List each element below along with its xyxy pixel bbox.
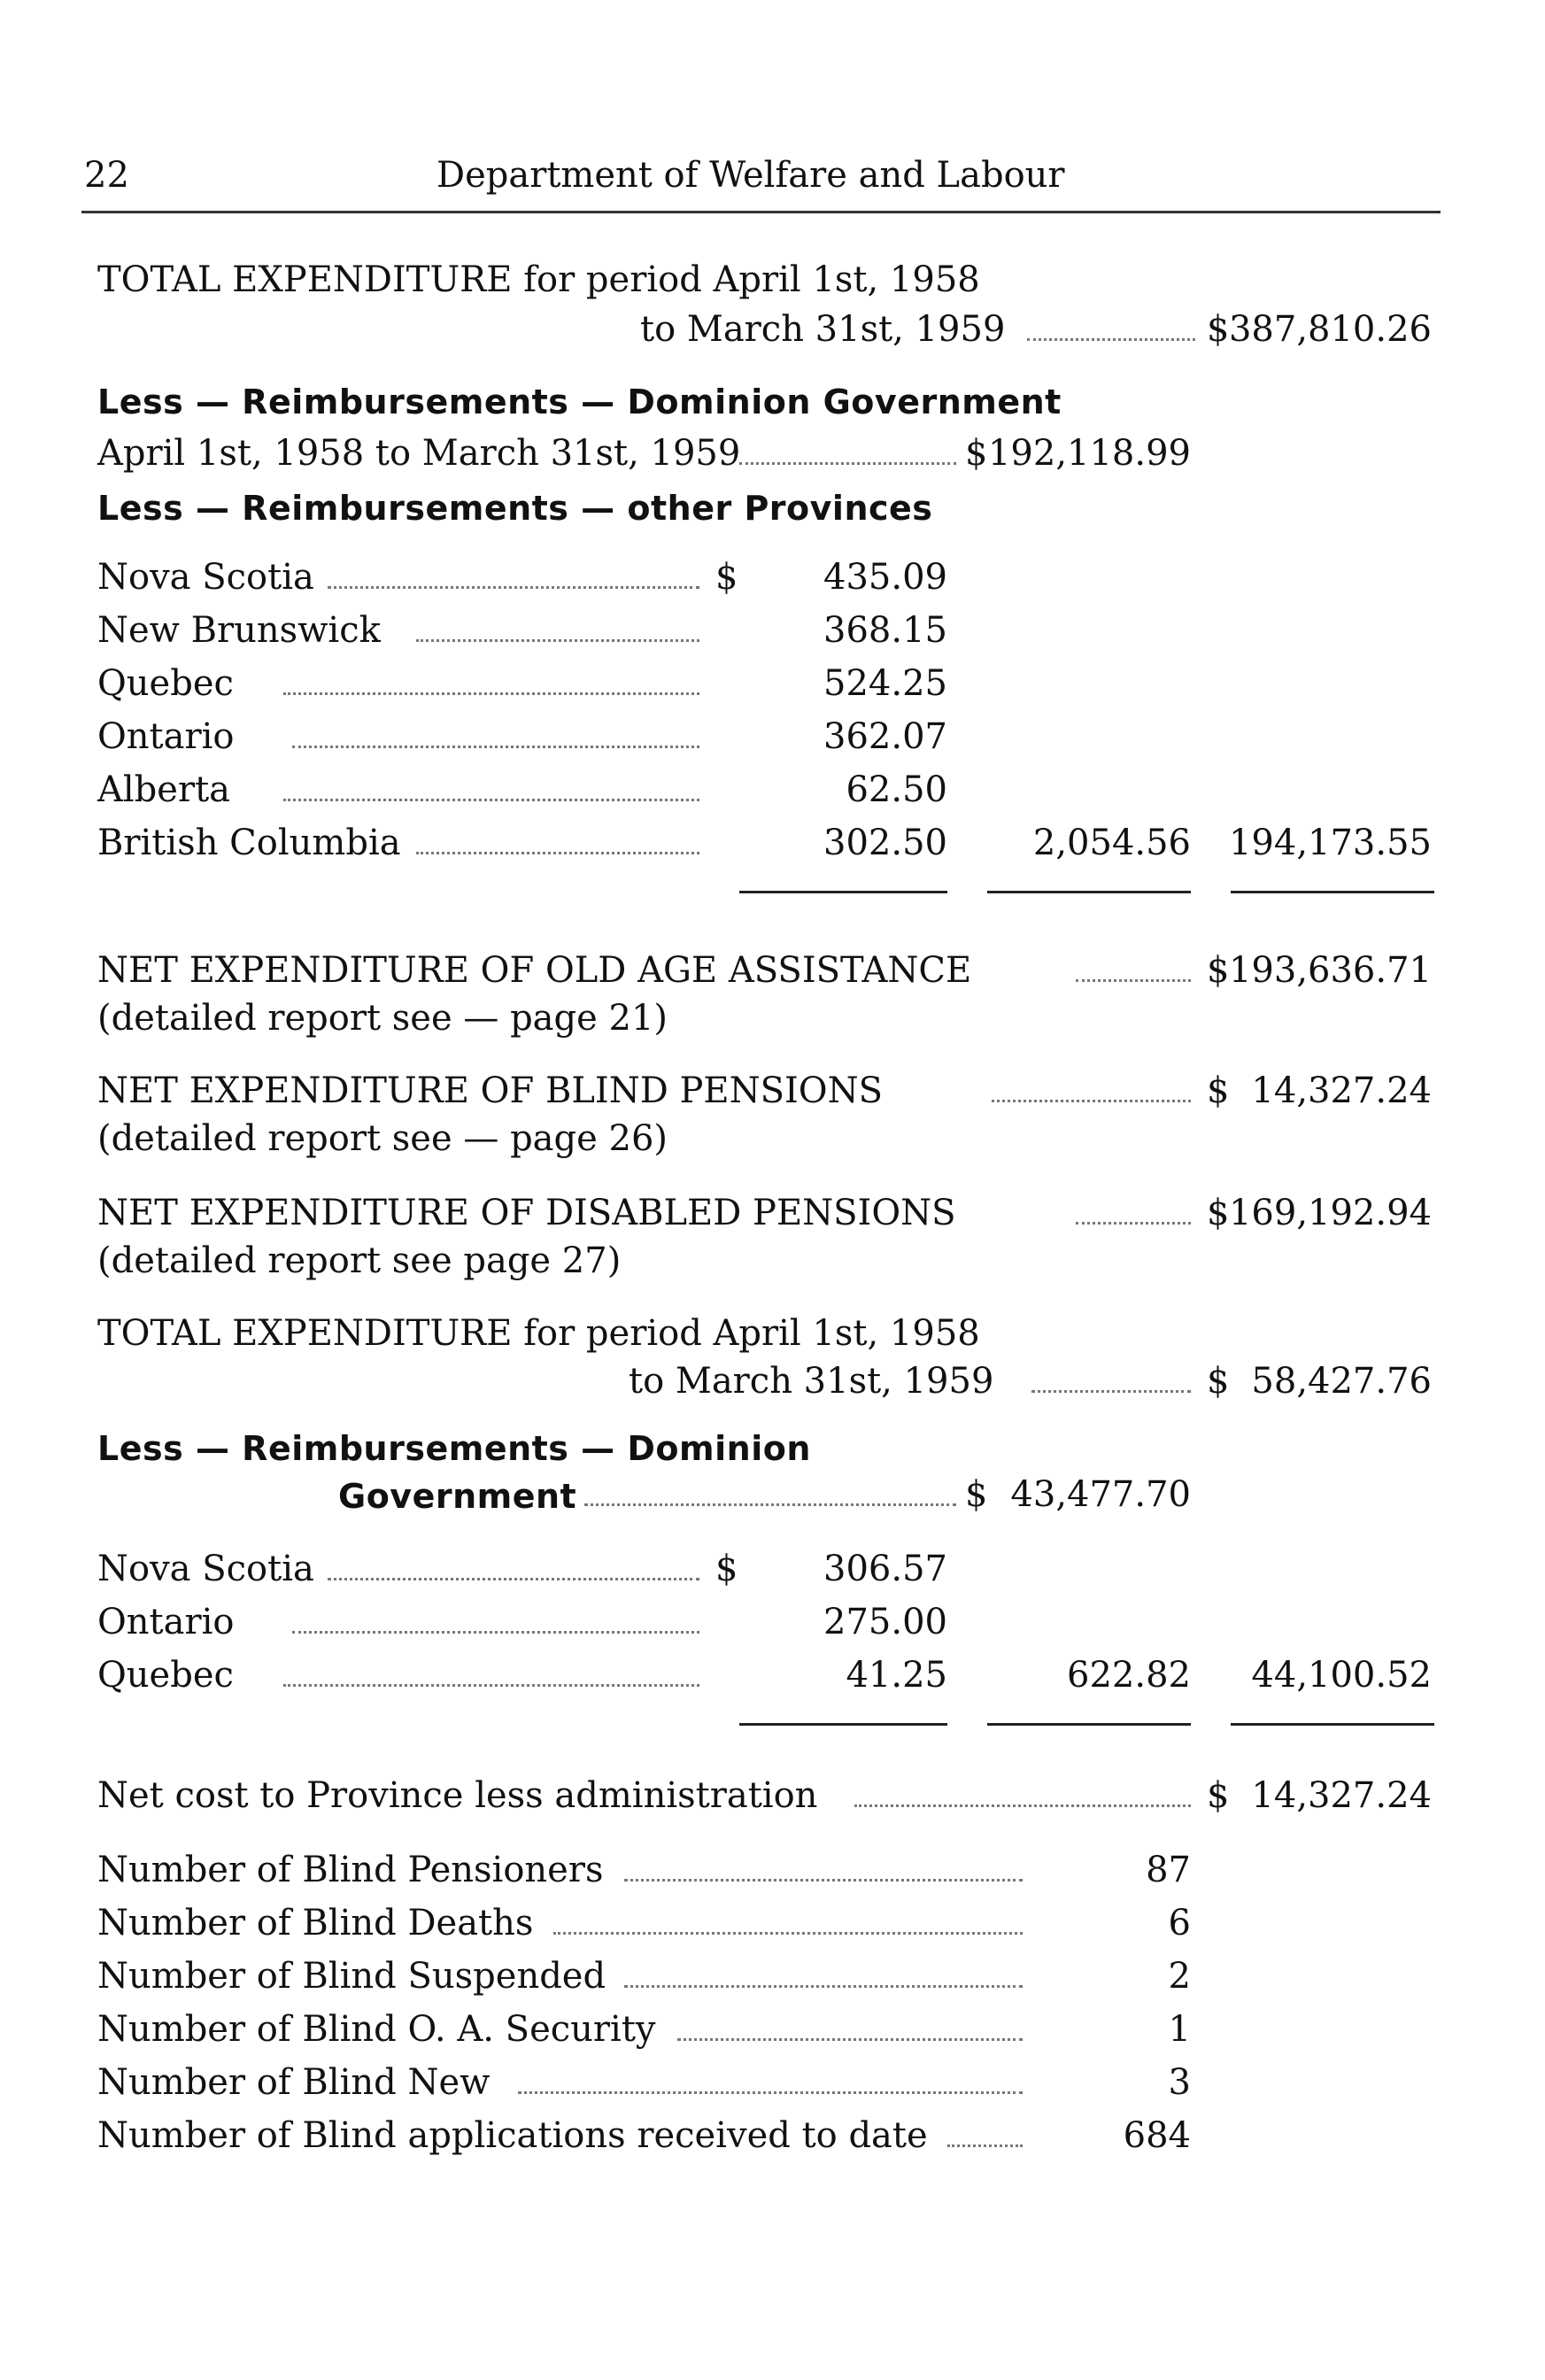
province-amount: 62.50 xyxy=(846,769,947,810)
dollar-sign: $ xyxy=(715,557,738,598)
dominion-reimbursement-amount: 192,118.99 xyxy=(987,433,1191,474)
net-item-amount: 14,327.24 xyxy=(1251,1070,1432,1111)
leader-dots xyxy=(992,1100,1191,1102)
less-dominion-heading: Less — Reimbursements — Dominion Government xyxy=(97,382,1062,421)
net-item-title: NET EXPENDITURE OF OLD AGE ASSISTANCE xyxy=(97,950,972,991)
reimbursement-total: 194,173.55 xyxy=(1228,823,1432,863)
total-rule xyxy=(987,1723,1191,1726)
dollar-sign: $ xyxy=(1207,1193,1230,1233)
less-provinces-heading: Less — Reimbursements — other Provinces xyxy=(97,489,933,528)
province-amount: 302.50 xyxy=(823,823,947,863)
dollar-sign: $ xyxy=(965,1474,988,1515)
count-label: Number of Blind Deaths xyxy=(97,1903,534,1943)
net-item-note: (detailed report see — page 26) xyxy=(97,1118,668,1159)
header-rule xyxy=(81,211,1441,213)
province-name: Nova Scotia xyxy=(97,557,314,598)
leader-dots xyxy=(739,462,956,465)
dollar-sign: $ xyxy=(1207,1775,1230,1816)
leader-dots xyxy=(947,2144,1023,2147)
dollar-sign: $ xyxy=(1207,1361,1230,1402)
total-expenditure-amount: 58,427.76 xyxy=(1251,1361,1432,1402)
leader-dots xyxy=(283,692,699,695)
province-amount: 524.25 xyxy=(823,663,947,704)
total-expenditure-line2: to March 31st, 1959 xyxy=(640,309,1006,350)
province-name: Alberta xyxy=(97,769,230,810)
net-cost-label: Net cost to Province less administration xyxy=(97,1775,818,1816)
provinces-subtotal: 622.82 xyxy=(1067,1655,1191,1696)
count-value: 1 xyxy=(1168,2009,1191,2050)
net-item-amount: 193,636.71 xyxy=(1228,950,1432,991)
count-label: Number of Blind New xyxy=(97,2062,491,2103)
province-name: British Columbia xyxy=(97,823,401,863)
leader-dots xyxy=(854,1804,1191,1807)
leader-dots xyxy=(1031,1390,1191,1393)
province-name: New Brunswick xyxy=(97,610,381,651)
dominion-period: April 1st, 1958 to March 31st, 1959 xyxy=(97,433,741,474)
dollar-sign: $ xyxy=(965,433,988,474)
count-value: 2 xyxy=(1168,1956,1191,1997)
count-value: 6 xyxy=(1168,1903,1191,1943)
leader-dots xyxy=(328,1578,699,1580)
leader-dots xyxy=(283,1684,699,1687)
dollar-sign: $ xyxy=(1207,1070,1230,1111)
count-value: 3 xyxy=(1168,2062,1191,2103)
leader-dots xyxy=(1027,338,1195,341)
province-name: Ontario xyxy=(97,716,235,757)
total-expenditure-line1: TOTAL EXPENDITURE for period April 1st, 1958 xyxy=(97,1313,980,1354)
count-label: Number of Blind Suspended xyxy=(97,1956,606,1997)
net-item-note: (detailed report see page 27) xyxy=(97,1240,622,1281)
leader-dots xyxy=(328,586,699,589)
leader-dots xyxy=(518,2091,1023,2094)
total-rule xyxy=(739,891,947,893)
province-amount: 362.07 xyxy=(823,716,947,757)
leader-dots xyxy=(1076,1222,1191,1225)
leader-dots xyxy=(677,2038,1023,2041)
dollar-sign: $ xyxy=(1207,309,1230,350)
provinces-subtotal: 2,054.56 xyxy=(1032,823,1191,863)
less-dominion-heading: Less — Reimbursements — Dominion xyxy=(97,1429,811,1468)
province-name: Ontario xyxy=(97,1602,235,1642)
total-rule xyxy=(987,891,1191,893)
province-amount: 41.25 xyxy=(846,1655,947,1696)
province-amount: 368.15 xyxy=(823,610,947,651)
count-label: Number of Blind O. A. Security xyxy=(97,2009,656,2050)
leader-dots xyxy=(416,852,699,854)
total-rule xyxy=(739,1723,947,1726)
leader-dots xyxy=(283,799,699,801)
net-item-title: NET EXPENDITURE OF BLIND PENSIONS xyxy=(97,1070,883,1111)
net-cost-amount: 14,327.24 xyxy=(1251,1775,1432,1816)
province-name: Nova Scotia xyxy=(97,1549,314,1589)
province-amount: 435.09 xyxy=(823,557,947,598)
leader-dots xyxy=(416,639,699,642)
page-title: Department of Welfare and Labour xyxy=(436,155,1065,196)
dominion-reimbursement-amount: 43,477.70 xyxy=(1010,1474,1191,1515)
total-expenditure-amount: 387,810.26 xyxy=(1228,309,1432,350)
province-amount: 275.00 xyxy=(823,1602,947,1642)
page-number: 22 xyxy=(84,155,129,196)
dollar-sign: $ xyxy=(715,1549,738,1589)
total-rule xyxy=(1231,1723,1434,1726)
total-rule xyxy=(1231,891,1434,893)
leader-dots xyxy=(292,1631,699,1634)
province-amount: 306.57 xyxy=(823,1549,947,1589)
net-item-title: NET EXPENDITURE OF DISABLED PENSIONS xyxy=(97,1193,956,1233)
less-dominion-heading-cont: Government xyxy=(338,1477,577,1516)
leader-dots xyxy=(584,1503,956,1506)
count-label: Number of Blind Pensioners xyxy=(97,1850,604,1890)
leader-dots xyxy=(1076,979,1191,982)
reimbursement-total: 44,100.52 xyxy=(1251,1655,1432,1696)
total-expenditure-line2: to March 31st, 1959 xyxy=(629,1361,994,1402)
dollar-sign: $ xyxy=(1207,950,1230,991)
leader-dots xyxy=(624,1985,1023,1988)
count-value: 87 xyxy=(1146,1850,1191,1890)
net-item-note: (detailed report see — page 21) xyxy=(97,998,668,1039)
count-value: 684 xyxy=(1123,2115,1191,2156)
leader-dots xyxy=(624,1879,1023,1882)
province-name: Quebec xyxy=(97,1655,234,1696)
province-name: Quebec xyxy=(97,663,234,704)
net-item-amount: 169,192.94 xyxy=(1228,1193,1432,1233)
leader-dots xyxy=(292,746,699,748)
leader-dots xyxy=(553,1932,1023,1935)
total-expenditure-line1: TOTAL EXPENDITURE for period April 1st, 1958 xyxy=(97,259,980,300)
count-label: Number of Blind applications received to date xyxy=(97,2115,928,2156)
